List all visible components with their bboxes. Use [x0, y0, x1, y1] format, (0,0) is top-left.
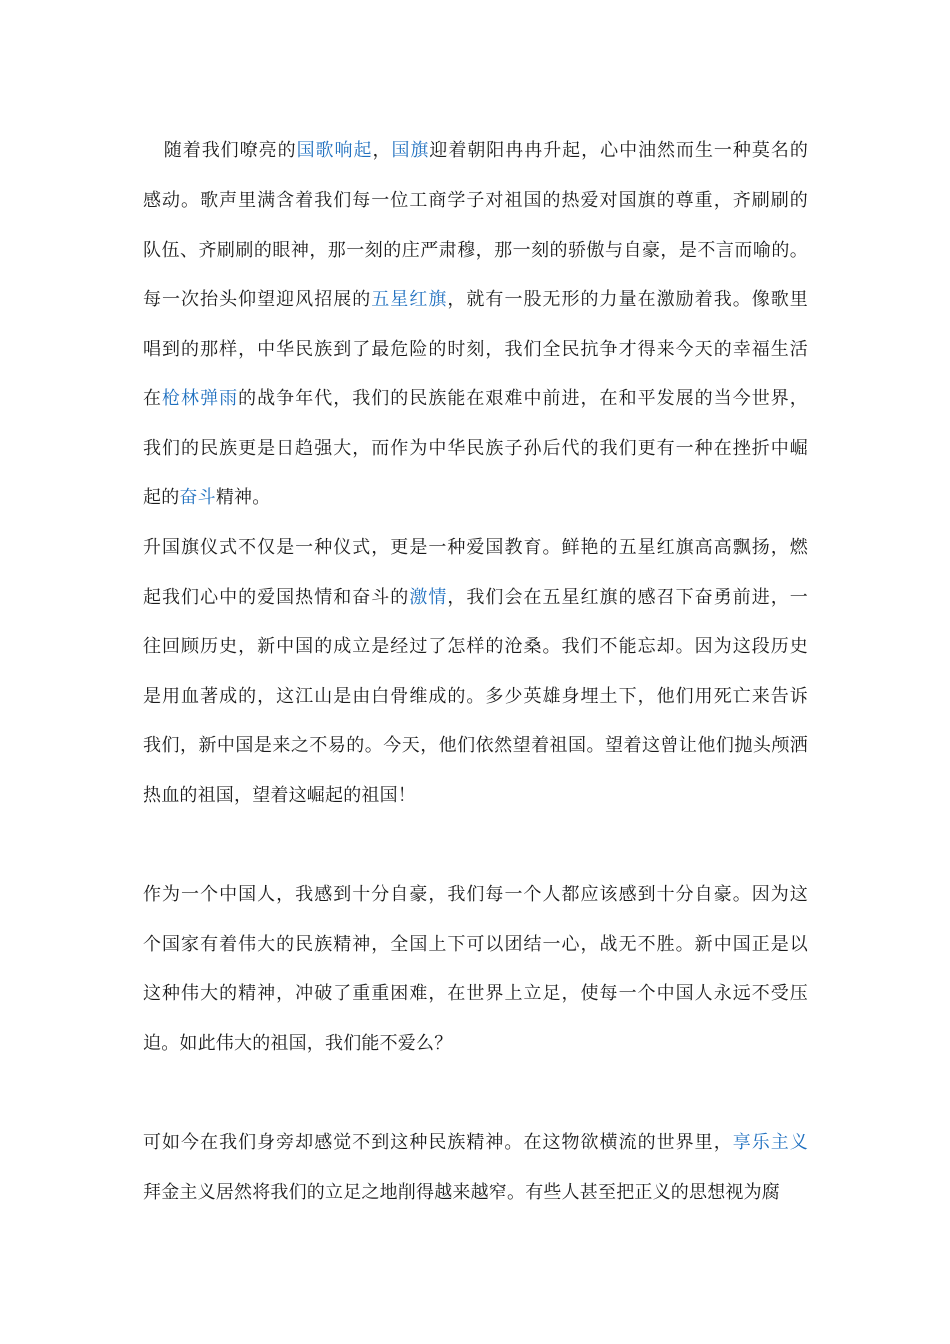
text-run: 迫。如此伟大的祖国，我们能不爱么？ — [143, 1033, 453, 1054]
keyword-link[interactable]: 奋斗 — [179, 487, 216, 508]
text-run: 的战争年代，我们的民族能在艰难中前进，在和平发展的当今世界， — [238, 388, 808, 409]
text-line — [143, 136, 808, 166]
text-run: 热血的祖国，望着这崛起的祖国！ — [143, 785, 416, 806]
text-run: 可如今在我们身旁却感觉不到这种民族精神。在这物欲横流的世界里， — [143, 1132, 733, 1153]
text-line — [143, 1178, 808, 1208]
text-run: 我们，新中国是来之不易的。今天，他们依然望着祖国。望着这曾让他们抛头颅洒 — [143, 735, 808, 756]
keyword-link[interactable]: 国歌响起 — [296, 140, 373, 161]
text-run: 随着我们嘹亮的 — [163, 140, 297, 161]
text-line — [143, 930, 808, 960]
text-line — [143, 384, 808, 414]
keyword-link[interactable]: 享乐主义 — [732, 1132, 808, 1153]
text-run: 起的 — [143, 487, 180, 508]
text-run: 往回顾历史，新中国的成立是经过了怎样的沧桑。我们不能忘却。因为这段历史 — [143, 636, 808, 657]
keyword-link[interactable]: 枪林弹雨 — [162, 388, 239, 409]
text-line — [143, 1128, 808, 1158]
text-run: 拜金主义居然将我们的立足之地削得越来越窄。有些人甚至把正义的思想视为腐 — [143, 1182, 780, 1203]
text-line — [143, 632, 808, 662]
text-line — [143, 682, 808, 712]
text-run: 升国旗仪式不仅是一种仪式，更是一种爱国教育。鲜艳的五星红旗高高飘扬，燃 — [143, 537, 808, 558]
text-run: 队伍、齐刷刷的眼神，那一刻的庄严肃穆，那一刻的骄傲与自豪，是不言而喻的。 — [143, 240, 808, 261]
text-line — [143, 236, 808, 266]
keyword-link[interactable]: 五星红旗 — [371, 289, 448, 310]
text-line — [143, 1029, 808, 1059]
text-run: 作为一个中国人，我感到十分自豪，我们每一个人都应该感到十分自豪。因为这 — [143, 884, 808, 905]
text-run: 我们的民族更是日趋强大，而作为中华民族子孙后代的我们更有一种在挫折中崛 — [143, 438, 808, 459]
text-run: ，我们会在五星红旗的感召下奋勇前进，一 — [447, 587, 808, 608]
text-run: 在 — [143, 388, 163, 409]
text-line — [143, 880, 808, 910]
text-line — [143, 483, 808, 513]
text-run: 每一次抬头仰望迎风招展的 — [143, 289, 372, 310]
text-line — [143, 583, 808, 613]
text-line — [143, 285, 808, 315]
keyword-link[interactable]: 国旗 — [391, 140, 430, 161]
text-line — [143, 781, 808, 811]
keyword-link[interactable]: 激情 — [409, 587, 448, 608]
text-run: 精神。 — [215, 487, 271, 508]
text-run: 起我们心中的爱国热情和奋斗的 — [143, 587, 410, 608]
text-run: 唱到的那样，中华民族到了最危险的时刻，我们全民抗争才得来今天的幸福生活 — [143, 339, 808, 360]
text-line — [143, 335, 808, 365]
text-run: 个国家有着伟大的民族精神，全国上下可以团结一心，战无不胜。新中国正是以 — [143, 934, 808, 955]
text-run: ，就有一股无形的力量在激励着我。像歌里 — [447, 289, 808, 310]
text-run: ， — [372, 140, 392, 161]
text-run: 这种伟大的精神，冲破了重重困难，在世界上立足，使每一个中国人永远不受压 — [143, 983, 808, 1004]
text-line — [143, 979, 808, 1009]
text-line — [143, 186, 808, 216]
text-run: 迎着朝阳冉冉升起，心中油然而生一种莫名的 — [429, 140, 809, 161]
text-line — [143, 533, 808, 563]
text-line — [143, 731, 808, 761]
text-line — [143, 434, 808, 464]
text-run: 感动。歌声里满含着我们每一位工商学子对祖国的热爱对国旗的尊重，齐刷刷的 — [143, 190, 808, 211]
text-run: 是用血著成的，这江山是由白骨维成的。多少英雄身埋土下，他们用死亡来告诉 — [143, 686, 808, 707]
